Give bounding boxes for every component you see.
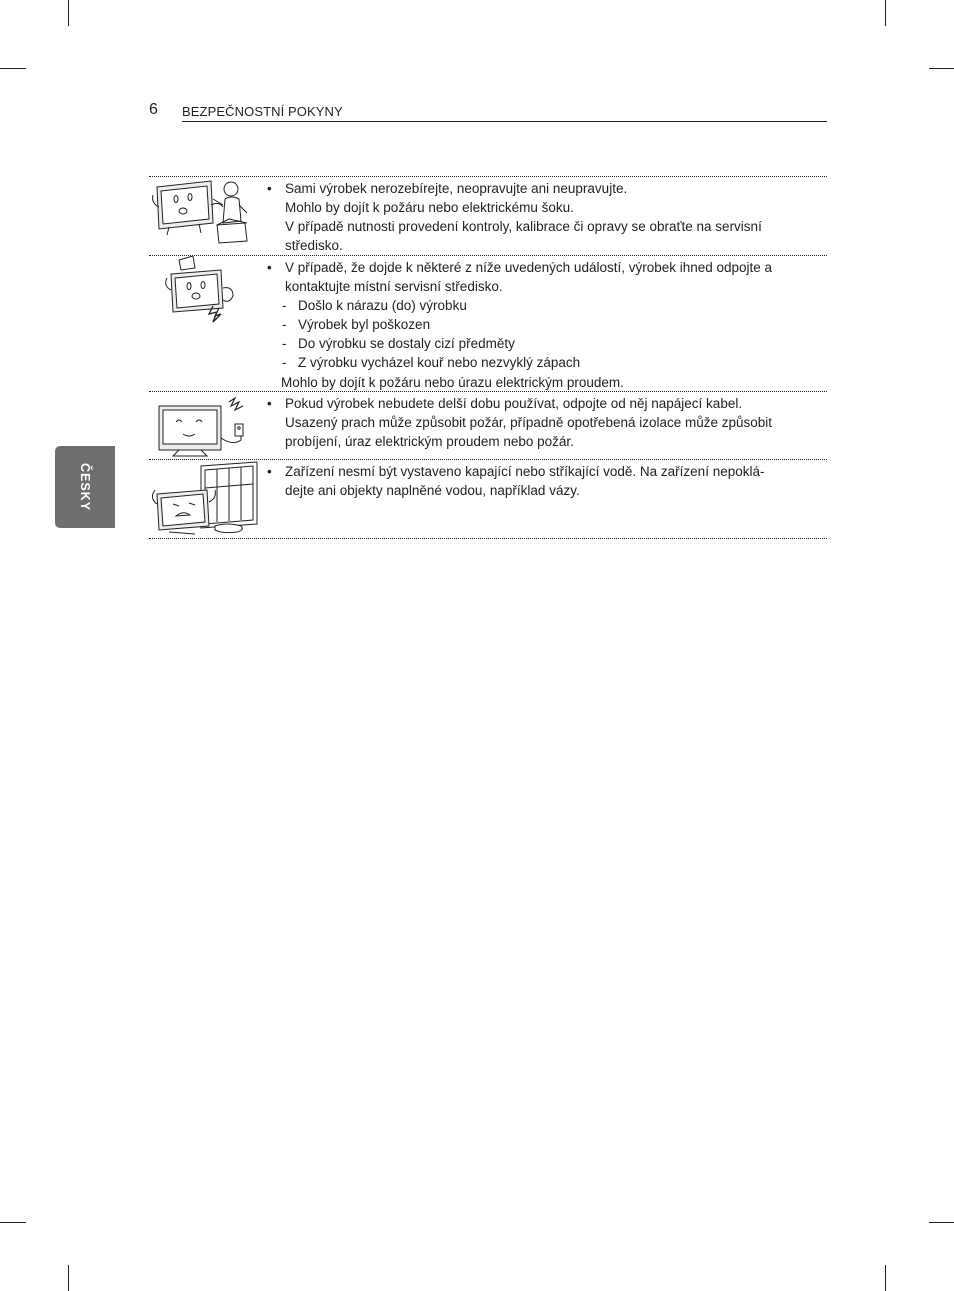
page-header — [147, 96, 827, 122]
text-line: dejte ani objekty naplněné vodou, například vázy. — [285, 483, 580, 499]
tv-damage-icon — [149, 256, 259, 328]
row-text — [267, 177, 827, 255]
bullet-item: • Sami výrobek nerozebírejte, neopravujte ani neupravujte. — [267, 179, 827, 198]
crop-mark — [885, 1265, 886, 1291]
crop-mark — [929, 68, 954, 69]
language-label: ČESKY — [78, 462, 92, 512]
text-line: středisko. — [285, 238, 343, 254]
crop-mark — [0, 68, 26, 69]
dash-item: - Z výrobku vycházel kouř nebo nezvyklý zápach — [267, 353, 827, 372]
language-tab — [55, 446, 115, 528]
tv-unplug-icon — [149, 392, 259, 458]
bullet-item — [267, 258, 827, 296]
text-line: Mohlo by dojít k požáru nebo elektrickému šoku. — [285, 200, 574, 216]
section-title: BEZPEČNOSTNÍ POKYNY — [182, 104, 343, 119]
crop-mark — [929, 1222, 954, 1223]
crop-mark — [68, 1265, 69, 1291]
text-line: probíjení, úraz elektrickým proudem nebo požár. — [285, 434, 574, 450]
page-number: 6 — [149, 101, 158, 118]
row-text — [267, 460, 827, 500]
bullet-item: • Pokud výrobek nebudete delší dobu používat, odpojte od něj napájecí kabel. — [267, 394, 827, 413]
tv-water-icon — [149, 460, 259, 538]
note-line: Mohlo by dojít k požáru nebo úrazu elektrickým proudem. — [281, 374, 624, 390]
header-rule — [182, 121, 827, 122]
dash-item: - Do výrobku se dostaly cizí předměty — [267, 334, 827, 353]
bullet-item: • Zařízení nesmí být vystaveno kapající nebo stříkající vodě. Na zařízení nepoklá- — [267, 462, 827, 481]
text-line: kontaktujte místní servisní středisko. — [285, 279, 503, 295]
dash-item: - Došlo k nárazu (do) výrobku — [267, 296, 827, 315]
text-line: V případě nutnosti provedení kontroly, kalibrace či opravy se obraťte na servisní — [285, 219, 762, 235]
safety-row — [149, 176, 827, 255]
crop-mark — [68, 0, 69, 26]
dash-item: - Výrobek byl poškozen — [267, 315, 827, 334]
text-line: • V případě, že dojde k některé z níže uvedených událostí, výrobek ihned odpojte a — [285, 260, 773, 275]
crop-mark — [0, 1222, 26, 1223]
row-text — [267, 256, 827, 392]
row-text — [267, 392, 827, 451]
safety-row — [149, 391, 827, 459]
safety-row — [149, 459, 827, 539]
crop-mark — [885, 0, 886, 26]
safety-table — [149, 176, 827, 539]
tv-disassembly-icon — [149, 177, 259, 249]
safety-row — [149, 255, 827, 391]
text-line: Usazený prach může způsobit požár, případně opotřebená izolace může způsobit — [285, 415, 773, 431]
